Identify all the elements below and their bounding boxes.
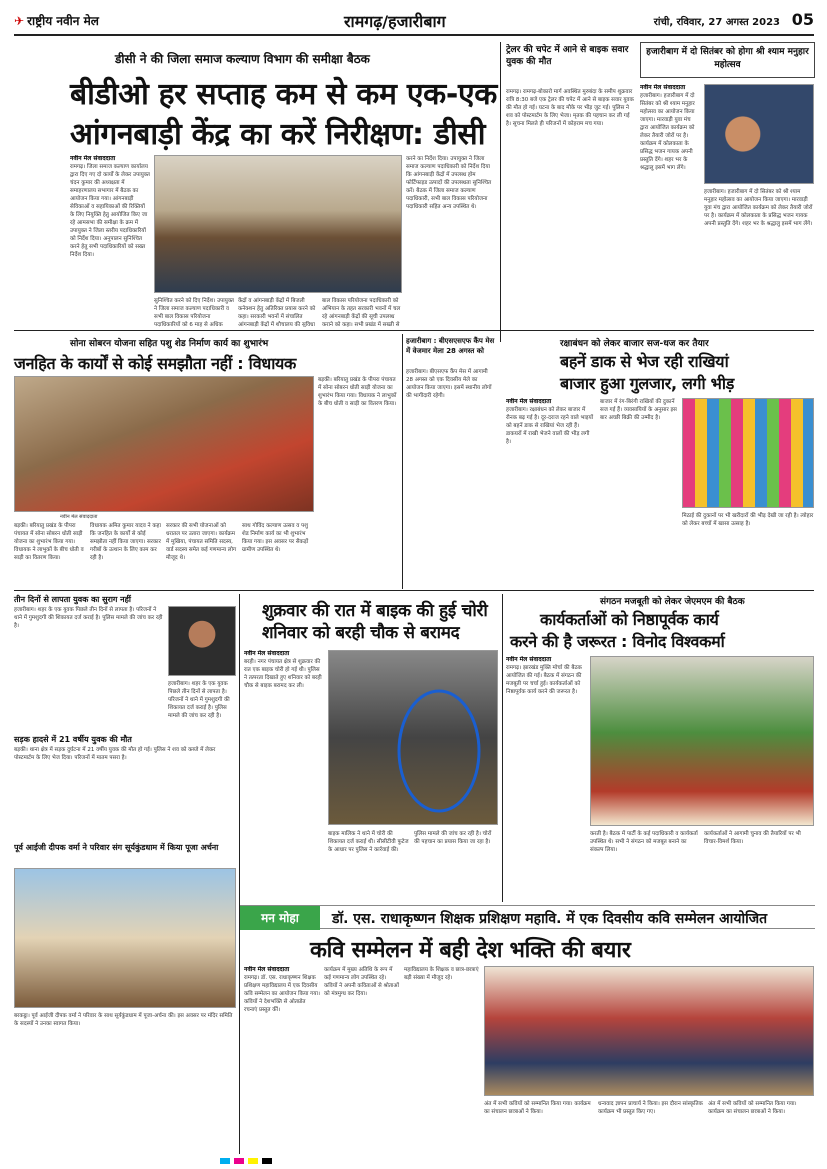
bike-highlight-circle <box>329 651 498 825</box>
bike-text-1: बरही। नगर पंचायत क्षेत्र से शुक्रवार की रात एक बाइक चोरी हो गई थी। पुलिस ने तत्परता दिखाते हुए शनिवार को बरही चौक से बाइक बरामद कर ली। <box>244 659 322 689</box>
bike-headline-2: शनिवार को बरही चौक से बरामद <box>262 623 460 643</box>
sona-column-4: साथ गोविंद कल्याण उत्सव व पशु शेड निर्माण कार्य का भी शुभारंभ किया गया। इस अवसर पर सैकड़ों ग्रामीण उपस्थित थे। <box>242 523 309 553</box>
bike-headline-1: शुक्रवार की रात में बाइक की हुई चोरी <box>262 601 488 621</box>
lead-kicker: डीसी ने की जिला समाज कल्याण विभाग की समीक्षा बैठक <box>115 52 370 66</box>
bike-byline: नवीन मेल संवाददाता <box>244 650 290 657</box>
shyam-byline: नवीन मेल संवाददाता <box>640 84 686 91</box>
trailer-body: रामगढ़। रामगढ़-बोकारो मार्ग अवस्थित मुरुबंदा के समीप शुक्रवार रात्रि 8:30 बजे एक ट्रेलर की चपेट में आने से बाइक सवार युवक की मौत हो गई। घटना के बाद मौके पर भीड़ जुट गई। पुलिस ने शव को पोस्टमार्टम के लिए भेजा। मृतक की पहचान कर ली गई है। सूचना मिलते ही परिजनों में कोहराम मच गया। <box>506 89 634 127</box>
column-divider <box>502 594 503 902</box>
rakhi-column-2: बाजार में रंग-बिरंगी राखियों की दुकानें सज गई हैं। व्यवसायियों के अनुसार इस बार अच्छी बिक्री की उम्मीद है। <box>600 399 677 421</box>
bike-column-1 <box>244 650 324 900</box>
kavi-column-4: अंत में सभी कवियों को सम्मानित किया गया। कार्यक्रम का संचालन छात्राओं ने किया। <box>484 1101 591 1115</box>
yellow-mark <box>248 1158 258 1164</box>
bike-column-2: बाइक मालिक ने थाने में चोरी की शिकायत दर्ज कराई थी। सीसीटीवी फुटेज के आधार पर पुलिस ने कार्रवाई की। <box>328 831 409 853</box>
sona-byline: नवीन मेल संवाददाता <box>60 514 98 520</box>
puja-body: बरकट्ठा। पूर्व आईजी दीपक वर्मा ने परिवार के साथ सूर्यकुंडधाम में पूजा-अर्चना की। इस अवसर पर मंदिर समिति के सदस्यों ने उनका स्वागत किया। <box>14 1013 233 1027</box>
black-mark <box>262 1158 272 1164</box>
rakhi-photo <box>682 398 814 508</box>
bird-icon: ✈ <box>14 14 25 28</box>
jmm-headline-1: कार्यकर्ताओं को निष्ठापूर्वक कार्य <box>540 610 719 629</box>
rakhi-text-1: हजारीबाग। रक्षाबंधन को लेकर बाजार में रौनक बढ़ गई है। दूर-दराज रहने वाले भाइयों को बहनें डाक से राखियां भेज रही हैं। डाकघरों में राखी भेजने वालों की भीड़ लगी है। <box>506 407 594 445</box>
rakhi-headline-2: बाजार हुआ गुलजार, लगी भीड़ <box>560 374 735 393</box>
sona-column-1: बड़की। बरियातु प्रखंड के पीपरा पंचायत में सोना सोबरन धोती साड़ी योजना का शुभारंभ किया गया। विधायक ने लाभुकों के बीच धोती व साड़ी का वितरण किया। <box>14 523 84 561</box>
page-number: 05 <box>791 10 814 29</box>
lead-meeting-photo <box>154 155 402 293</box>
rakhi-headline-1: बहनें डाक से भेज रही राखियां <box>560 352 729 371</box>
lead-text-1: रामगढ़। जिला समाज कल्याण कार्यालय द्वारा दिए गए दो कार्यों के लेकर उपायुक्त चंदन कुमार की अध्यक्षता में समाहरणालय सभागार में बैठक का आयोजन किया गया। आंगनबाड़ी सेविकाओं व सहायिकाओं की रिक्तियों के लिए नियुक्ति हेतु आयोजित किए जा रहे आमसभा की समीक्षा के क्रम में उपायुक्त ने जिला स्तरीय पदाधिकारियों को निर्देश दिया। अनुपालन सुनिश्चित करने हेतु सभी पदाधिकारियों को सख्त निर्देश दिया। <box>70 164 150 258</box>
sona-column-2: विधायक अमित कुमार यादव ने कहा कि जनहित के कार्यों से कोई समझौता नहीं किया जाएगा। सरकार गरीबों के उत्थान के लिए काम कर रही है। <box>90 523 161 561</box>
camp-kicker-box <box>406 336 496 366</box>
shyam-text: हजारीबाग। हजारीबाग में दो सितंबर को श्री श्याम मनुहार महोत्सव का आयोजन किया जाएगा। मारवाड़ी युवा मंच द्वारा आयोजित कार्यक्रम को लेकर तैयारी जोरों पर है। कार्यक्रम में कोलकाता के प्रसिद्ध भजन गायक अपनी प्रस्तुति देंगे। शहर भर के श्रद्धालु इसमें भाग लेंगे। <box>640 93 695 171</box>
print-registration-marks <box>220 1157 610 1165</box>
sona-headline: जनहित के कार्यों से कोई समझौता नहीं : विधायक <box>14 354 297 373</box>
missing-kicker: तीन दिनों से लापता युवक का सुराग नहीं <box>14 595 131 604</box>
section-divider <box>14 330 814 331</box>
sona-column-3: सरकार की सभी योजनाओं को धरातल पर उतारा जाएगा। कार्यक्रम में मुखिया, पंचायत समिति सदस्य, वार्ड सदस्य समेत कई गणमान्य लोग मौजूद थे। <box>166 523 237 561</box>
logo-text: राष्ट्रीय नवीन मेल <box>27 14 99 28</box>
kavi-column-2: कार्यक्रम में मुख्य अतिथि के रूप में कई गणमान्य लोग उपस्थित रहे। कवियों ने अपनी कविताओं से श्रोताओं को मंत्रमुग्ध कर दिया। <box>324 967 400 997</box>
section-title: रामगढ़/हजारीबाग <box>344 12 446 31</box>
trailer-kicker: ट्रेलर की चपेट में आने से बाइक सवार युवक की मौत <box>506 45 629 67</box>
magenta-mark <box>234 1158 244 1164</box>
kavi-photo <box>484 966 814 1096</box>
jmm-headline-2: करने की है जरूरत : विनोद विश्वकर्मा <box>510 632 725 651</box>
lead-column-2: सुनिश्चित करने को दिए निर्देश। उपायुक्त ने जिला समाज कल्याण पदाधिकारी व सभी बाल विकास परियोजना पदाधिकारियों को 6 माह से अधिक <box>154 298 234 327</box>
missing-person-photo <box>168 606 236 676</box>
column-divider <box>500 42 501 342</box>
jmm-byline: नवीन मेल संवाददाता <box>506 656 552 663</box>
jmm-kicker: संगठन मजबूती को लेकर जेएमएम की बैठक <box>600 597 745 607</box>
rakhi-column-1 <box>506 398 596 588</box>
kavi-kicker: डॉ. एस. राधाकृष्णन शिक्षक प्रशिक्षण महावि. में एक दिवसीय कवि सम्मेलन आयोजित <box>332 911 768 927</box>
man-moha-badge: मन मोहा <box>240 906 320 930</box>
lead-column-3: केंद्रों व आंगनबाड़ी केंद्रों में बिजली कनेक्शन हेतु अतिरिक्त प्रयास करने को कहा। सरकारी भवनों में संचालित आंगनबाड़ी केंद्रों में शौचालय की सुविधा <box>238 298 316 327</box>
lead-column-4: बाल विकास परियोजना पदाधिकारी को अभियान के तहत सरकारी भवनों में चल रहे आंगनबाड़ी केंद्रों की सूची उपलब्ध कराने को कहा। सभी प्रखंड में सख्ती से <box>322 298 401 327</box>
kavi-text-1: रामगढ़। डॉ. एस. राधाकृष्णन शिक्षक प्रशिक्षण महाविद्यालय में एक दिवसीय कवि सम्मेलन का आयोजन किया गया। कवियों ने देशभक्ति से ओतप्रोत रचनाएं प्रस्तुत कीं। <box>244 975 320 1013</box>
kavi-column-1 <box>244 966 320 1156</box>
issue-date: रांची, रविवार, 27 अगस्त 2023 <box>653 17 780 28</box>
missing-body: हजारीबाग। शहर के एक युवक पिछले तीन दिनों से लापता है। परिजनों ने थाने में गुमशुदगी की शिकायत दर्ज कराई है। पुलिस मामले की जांच कर रही है। <box>14 607 163 629</box>
missing-body-2: हजारीबाग। शहर के एक युवक पिछले तीन दिनों से लापता है। परिजनों ने थाने में गुमशुदगी की शिकायत दर्ज कराई है। पुलिस मामले की जांच कर रही है। <box>168 681 230 719</box>
kavi-byline: नवीन मेल संवाददाता <box>244 966 290 973</box>
cyan-mark <box>220 1158 230 1164</box>
lead-byline: नवीन मेल संवाददाता <box>70 155 116 162</box>
jmm-column-2: करती है। बैठक में पार्टी के कई पदाधिकारी व कार्यकर्ता उपस्थित थे। सभी ने संगठन को मजबूत बनाने का संकल्प लिया। <box>590 831 698 853</box>
kavi-column-3: महाविद्यालय के शिक्षक व छात्र-छात्राएं बड़ी संख्या में मौजूद रहे। <box>404 967 479 981</box>
jmm-text-1: रामगढ़। झारखंड मुक्ति मोर्चा की बैठक आयोजित की गई। बैठक में संगठन की मजबूती पर चर्चा हुई। कार्यकर्ताओं को निष्ठापूर्वक कार्य करने की जरूरत है। <box>506 665 582 695</box>
lead-headline-2: आंगनबाड़ी केंद्र का करें निरीक्षण: डीसी <box>70 117 486 152</box>
jmm-photo <box>590 656 814 826</box>
shyam-column-2: हजारीबाग। हजारीबाग में दो सितंबर को श्री श्याम मनुहार महोत्सव का आयोजन किया जाएगा। मारवाड़ी युवा मंच द्वारा आयोजित कार्यक्रम को लेकर तैयारी जोरों पर है। कार्यक्रम में कोलकाता के प्रसिद्ध भजन गायक अपनी प्रस्तुति देंगे। शहर भर के श्रद्धालु इसमें भाग लेंगे। <box>704 189 813 227</box>
accident-kicker: सड़क हादसे में 21 वर्षीय युवक की मौत <box>14 735 132 744</box>
puja-kicker: पूर्व आईजी दीपक वर्मा ने परिवार संग सूर्यकुंडधाम में किया पूजा अर्चना <box>14 843 219 852</box>
rakhi-column-3: मिठाई की दुकानों पर भी खरीदारों की भीड़ देखी जा रही है। त्योहार को लेकर बच्चों में खासा उत्साह है। <box>682 513 814 527</box>
sona-kicker: सोना सोबरन योजना सहित पशु शेड निर्माण कार्य का शुभारंभ <box>70 339 269 349</box>
jmm-column-3: कार्यकर्ताओं ने आगामी चुनाव की तैयारियों पर भी विचार-विमर्श किया। <box>704 831 801 845</box>
rakhi-kicker: रक्षाबंधन को लेकर बाजार सज-धज कर तैयार <box>560 339 709 349</box>
sona-photo <box>14 376 314 512</box>
bike-column-3: पुलिस मामले की जांच कर रही है। चोरों की पहचान का प्रयास किया जा रहा है। <box>414 831 492 845</box>
puja-kicker-box <box>14 842 236 866</box>
shyam-kicker: हजारीबाग में दो सितंबर को होगा श्री श्याम मनुहार महोत्सव <box>646 47 809 70</box>
section-divider <box>14 590 814 591</box>
jmm-column-1 <box>506 656 586 902</box>
kavi-column-6: अंत में सभी कवियों को सम्मानित किया गया। कार्यक्रम का संचालन छात्राओं ने किया। <box>708 1101 797 1115</box>
newspaper-logo <box>14 12 99 29</box>
puja-photo <box>14 868 236 1008</box>
trailer-kicker-box <box>506 44 634 84</box>
kavi-kicker-bar <box>240 905 815 929</box>
kavi-headline: कवि सम्मेलन में बही देश भक्ति की बयार <box>310 938 631 963</box>
shyam-column-1 <box>640 84 700 244</box>
bike-photo <box>328 650 498 825</box>
sona-column-5: बड़की। बरियातु प्रखंड के पीपरा पंचायत में सोना सोबरन धोती साड़ी योजना का शुभारंभ किया गया। विधायक ने लाभुकों के बीच धोती व साड़ी का वितरण किया। <box>318 377 397 407</box>
lead-column-1 <box>70 155 150 323</box>
rakhi-byline: नवीन मेल संवाददाता <box>506 398 552 405</box>
lead-headline-1: बीडीओ हर सप्ताह कम से कम एक-एक <box>70 77 498 112</box>
shyam-photo <box>704 84 814 184</box>
camp-kicker: हजारीबाग : बीएसएसएफ कैंप मेस में वेजमार मेला 28 अगस्त को <box>406 337 495 355</box>
accident-body: बड़की। थाना क्षेत्र में सड़क दुर्घटना में 21 वर्षीय युवक की मौत हो गई। पुलिस ने शव को कब्जे में लेकर पोस्टमार्टम के लिए भेज दिया। परिजनों में मातम पसरा है। <box>14 747 216 761</box>
kavi-column-5: धन्यवाद ज्ञापन प्राचार्य ने किया। इस दौरान सांस्कृतिक कार्यक्रम भी प्रस्तुत किए गए। <box>598 1101 703 1115</box>
column-divider <box>402 334 403 589</box>
shyam-kicker-box <box>640 42 815 78</box>
masthead <box>14 10 814 36</box>
camp-body: हजारीबाग। बीएसएफ कैंप मेस में आगामी 28 अगस्त को एक दिवसीय मेले का आयोजन किया जाएगा। इसमें स्थानीय लोगों की भागीदारी रहेगी। <box>406 369 492 399</box>
lead-column-5: करने का निर्देश दिया। उपायुक्त ने जिला समाज कल्याण पदाधिकारी को निर्देश दिया कि आंगनबाड़ी केंद्रों में उपलब्ध होम फोर्टिफाइड उत्पादों की उपलब्धता सुनिश्चित करें। बैठक में जिला समाज कल्याण पदाधिकारी, सभी बाल विकास परियोजना पदाधिकारी सहित अन्य उपस्थित थे। <box>406 156 492 210</box>
column-divider <box>239 594 240 1154</box>
